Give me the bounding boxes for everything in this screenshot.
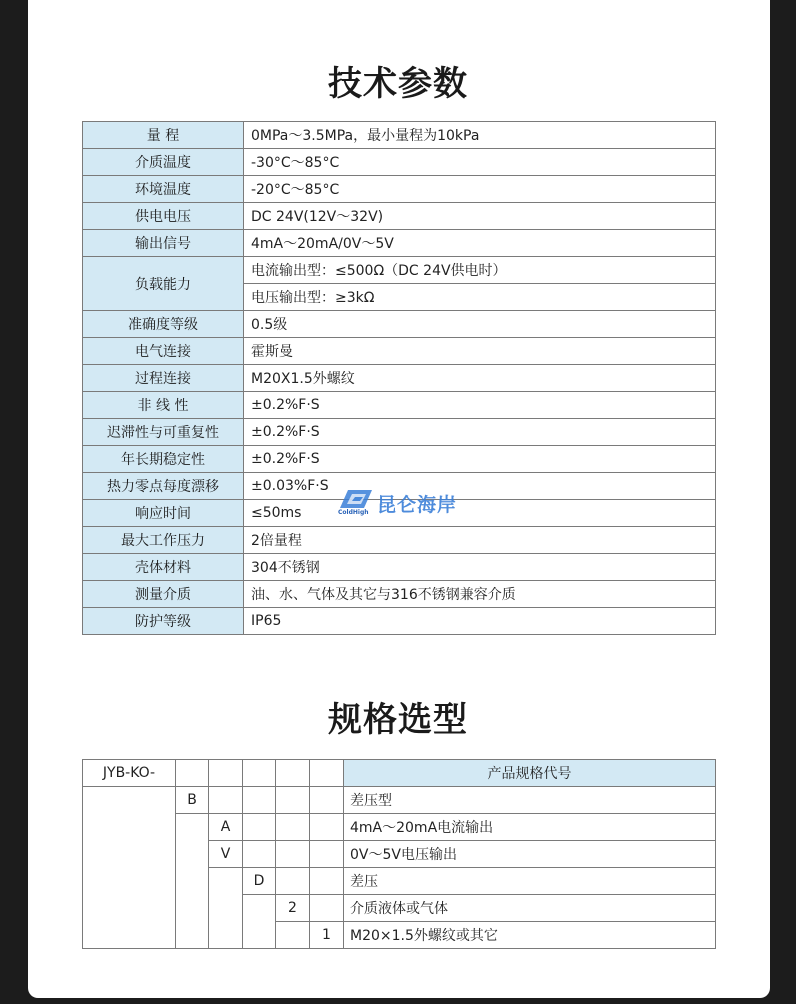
- param-value: ≤50ms: [244, 500, 716, 527]
- table-row: [83, 392, 716, 419]
- spec-code: 1: [310, 922, 344, 949]
- param-label: 输出信号: [83, 230, 244, 257]
- table-row: [83, 176, 716, 203]
- table-row: [83, 257, 716, 284]
- param-label: 最大工作压力: [83, 527, 244, 554]
- brand-subtext: ColdHigh: [338, 509, 369, 516]
- param-label: 壳体材料: [83, 554, 244, 581]
- param-value: ±0.2%F·S: [244, 392, 716, 419]
- param-label: 迟滞性与可重复性: [83, 419, 244, 446]
- param-value: IP65: [244, 608, 716, 635]
- param-value: DC 24V(12V～32V): [244, 203, 716, 230]
- param-label: 准确度等级: [83, 311, 244, 338]
- model-selection-table: [82, 759, 716, 949]
- param-value: 霍斯曼: [244, 338, 716, 365]
- spec-desc: 差压: [344, 868, 716, 895]
- spec-desc: 介质液体或气体: [344, 895, 716, 922]
- param-value: -30°C～85°C: [244, 149, 716, 176]
- table-row: [83, 554, 716, 581]
- selection-title: 规格选型: [328, 700, 468, 740]
- spec-desc: 4mA～20mA电流输出: [344, 814, 716, 841]
- table-row: [83, 365, 716, 392]
- table-row: [83, 446, 716, 473]
- param-label: 介质温度: [83, 149, 244, 176]
- table-row: [83, 203, 716, 230]
- table-row: [83, 581, 716, 608]
- spec-desc: 0V～5V电压输出: [344, 841, 716, 868]
- param-label: 电气连接: [83, 338, 244, 365]
- spec-code: A: [209, 814, 243, 841]
- spec-desc: 差压型: [344, 787, 716, 814]
- param-value: ±0.2%F·S: [244, 419, 716, 446]
- model-prefix: JYB-KO-: [83, 760, 176, 787]
- table-row: [83, 787, 716, 814]
- param-label: 防护等级: [83, 608, 244, 635]
- param-label: 过程连接: [83, 365, 244, 392]
- param-value: 油、水、气体及其它与316不锈钢兼容介质: [244, 581, 716, 608]
- table-row: [83, 527, 716, 554]
- param-value: 电压输出型：≥3kΩ: [244, 284, 716, 311]
- param-value: 0MPa～3.5MPa，最小量程为10kPa: [244, 122, 716, 149]
- table-row: [83, 311, 716, 338]
- param-label: 供电电压: [83, 203, 244, 230]
- param-value: M20X1.5外螺纹: [244, 365, 716, 392]
- spec-code-header: 产品规格代号: [344, 760, 716, 787]
- table-row: [83, 608, 716, 635]
- param-value: -20°C～85°C: [244, 176, 716, 203]
- tech-params-table: [82, 121, 716, 635]
- param-label: 负载能力: [83, 257, 244, 311]
- table-row: [83, 760, 716, 787]
- brand-logo-icon: [338, 488, 374, 510]
- param-value: 2倍量程: [244, 527, 716, 554]
- param-value: 304不锈钢: [244, 554, 716, 581]
- param-label: 量 程: [83, 122, 244, 149]
- tech-params-title: 技术参数: [328, 64, 468, 104]
- brand-watermark: [338, 488, 458, 518]
- brand-name: 昆仑海岸: [377, 494, 458, 516]
- param-label: 响应时间: [83, 500, 244, 527]
- table-row: [83, 149, 716, 176]
- table-row: [83, 230, 716, 257]
- param-label: 热力零点每度漂移: [83, 473, 244, 500]
- spec-code: D: [243, 868, 276, 895]
- param-value: 4mA～20mA/0V～5V: [244, 230, 716, 257]
- param-value: ±0.2%F·S: [244, 446, 716, 473]
- spec-desc: M20×1.5外螺纹或其它: [344, 922, 716, 949]
- spec-code: B: [176, 787, 209, 814]
- table-row: [83, 419, 716, 446]
- param-value: ±0.03%F·S: [244, 473, 716, 500]
- param-value: 电流输出型：≤500Ω（DC 24V供电时）: [244, 257, 716, 284]
- param-label: 年长期稳定性: [83, 446, 244, 473]
- param-label: 测量介质: [83, 581, 244, 608]
- table-row: [83, 814, 716, 841]
- table-row: [83, 122, 716, 149]
- spec-code: V: [209, 841, 243, 868]
- spec-code: 2: [276, 895, 310, 922]
- param-label: 非 线 性: [83, 392, 244, 419]
- param-label: 环境温度: [83, 176, 244, 203]
- param-value: 0.5级: [244, 311, 716, 338]
- table-row: [83, 338, 716, 365]
